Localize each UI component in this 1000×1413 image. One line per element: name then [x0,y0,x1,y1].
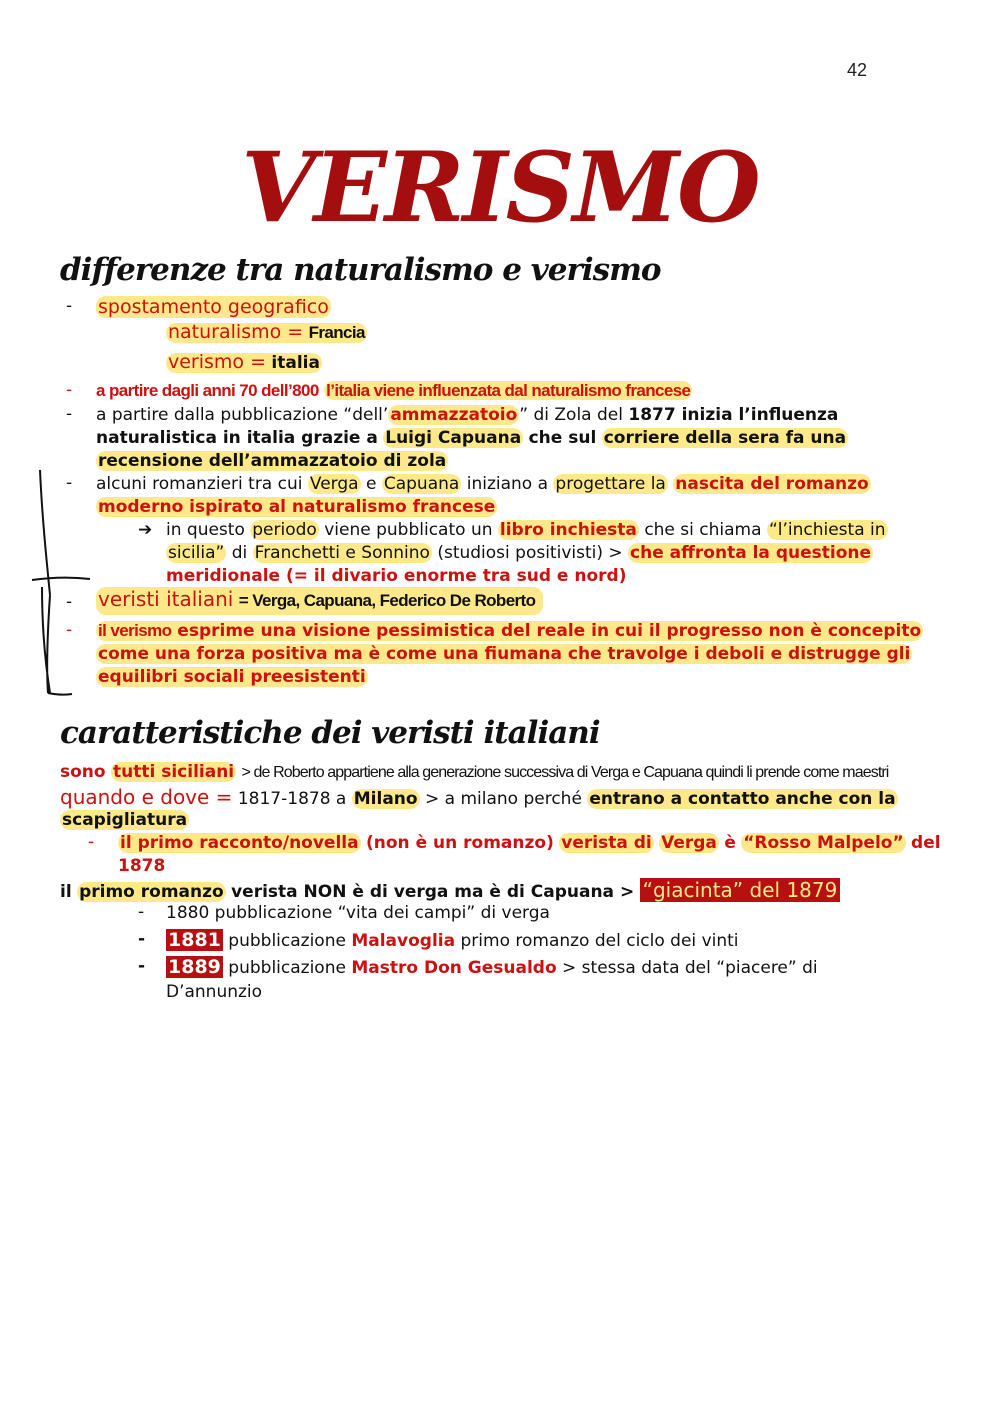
text-line: il primo romanzo verista NON è di verga ma è di Capuana > “giacinta” del 1879 [60,879,840,903]
arrow-icon: ➔ [138,520,153,540]
list-item: spostamento geografico [98,296,329,318]
list-item: verismo = italia [168,351,320,373]
list-item: a partire dagli anni 70 dell’800 l’italia viene influenzata dal naturalismo francese [96,381,691,400]
bullet-dash: - [66,380,73,400]
list-item: naturalismo = Francia [168,321,365,343]
bullet-dash: - [138,956,146,976]
section-heading-differenze: differenze tra naturalismo e verismo [60,252,661,288]
text-line: quando e dove = 1817-1878 a Milano > a milano perché entrano a contatto anche con la [60,785,896,809]
bullet-dash: - [138,929,146,949]
sub-item: meridionale (= il divario enorme tra sud e nord) [166,566,627,586]
list-item: 1878 [118,856,166,876]
bullet-dash: - [66,620,73,640]
bullet-dash: - [66,404,73,424]
handdrawn-bracket-icon [28,465,98,700]
list-item: a partire dalla pubblicazione “dell’ ammazzatoio ” di Zola del 1877 inizia l’influenza [96,405,839,425]
bullet-dash: - [66,296,73,316]
list-item: 1889 pubblicazione Mastro Don Gesualdo > stessa data del “piacere” di [168,956,818,978]
section-heading-caratteristiche: caratteristiche dei veristi italiani [60,715,600,751]
list-item: il primo racconto/novella (non è un romanzo) verista di Verga è “Rosso Malpelo” del [120,833,941,853]
page-number: 42 [847,60,868,80]
list-item: il verismo esprime una visione pessimistica del reale in cui il progresso non è concepito [98,621,922,641]
bullet-dash: - [88,832,95,852]
list-item: recensione dell’ammazzatoio di zola [98,451,447,471]
list-item: 1881 pubblicazione Malavoglia primo romanzo del ciclo dei vinti [168,929,739,951]
list-item: 1880 pubblicazione “vita dei campi” di verga [166,903,550,923]
list-item: veristi italiani = Verga, Capuana, Federico De Roberto [96,588,543,612]
list-item: naturalistica in italia grazie a Luigi Capuana che sul corriere della sera fa una [96,428,847,448]
list-item: alcuni romanzieri tra cui Verga e Capuana iniziano a progettare la nascita del romanzo [96,474,869,494]
bullet-dash: - [138,902,145,922]
sub-item: sicilia” di Franchetti e Sonnino (studiosi positivisti) > che affronta la questione [168,543,872,563]
list-item: moderno ispirato al naturalismo francese [98,497,496,517]
bullet-dash: - [66,473,73,493]
list-item: come una forza positiva ma è come una fiumana che travolge i deboli e distrugge gli [98,644,911,664]
text-line: sono tutti siciliani > de Roberto appartiene alla generazione successiva di Verga e Capuana quindi li prende come maestri [60,762,889,782]
list-item: D’annunzio [166,982,263,1002]
list-item: equilibri sociali preesistenti [98,667,366,687]
page-title: VERISMO [241,131,759,244]
sub-item: in questo periodo viene pubblicato un libro inchiesta che si chiama “l’inchiesta in [166,520,886,540]
bullet-dash: - [66,592,73,612]
text-line: scapigliatura [62,810,188,830]
